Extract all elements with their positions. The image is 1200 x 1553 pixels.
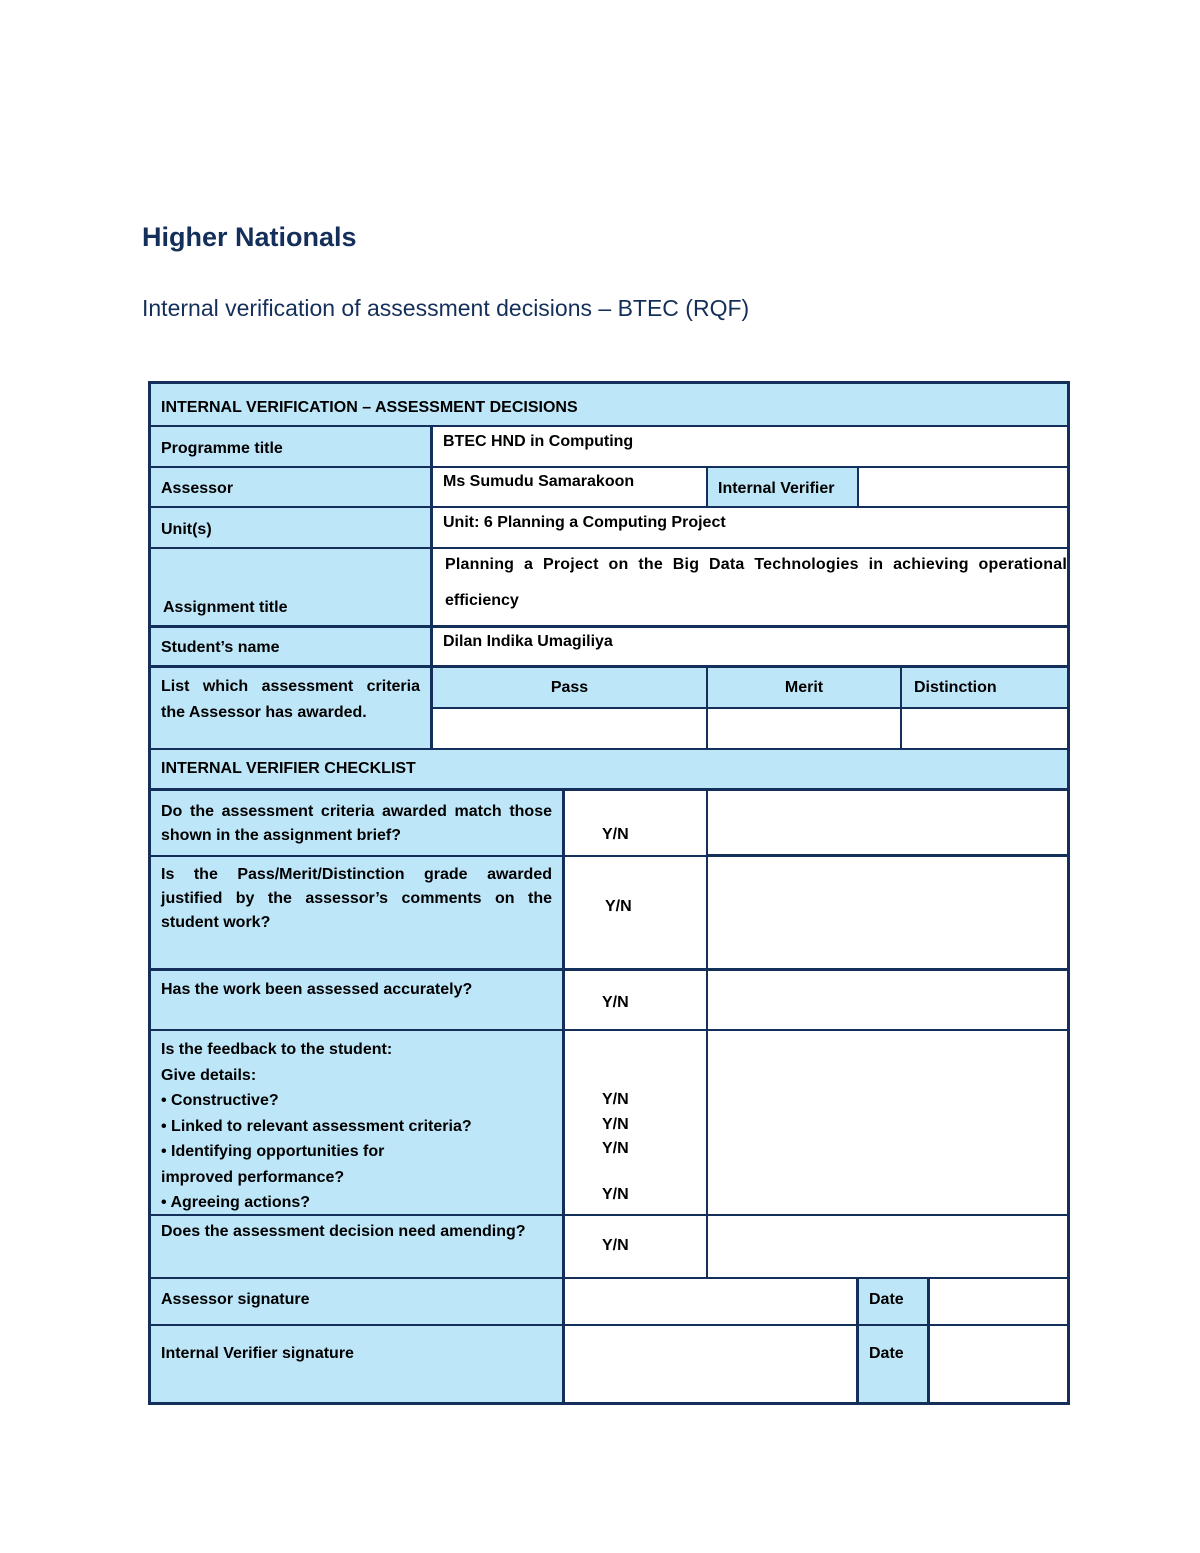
checklist-question [151,791,565,857]
feedback-bullet-opportunities: • Identifying opportunities for improved performance? [161,1143,385,1186]
page-subtitle: Internal verification of assessment decisions – BTEC (RQF) [142,295,750,321]
checklist-question-text: Has the work been assessed accurately? [161,981,473,998]
assignment-title-line1: Planning a Project on the Big Data Technologies in achieving operational [445,556,1067,573]
programme-title-value: BTEC HND in Computing [443,433,634,450]
grade-header-distinction [902,668,1067,709]
programme-title-label-text: Programme title [161,440,283,457]
grade-value-distinction[interactable] [902,709,1067,750]
checklist-answer-text: Y/N [602,826,629,843]
assignment-title-line2: efficiency [445,592,519,609]
checklist-question [151,971,565,1031]
assessor-date-field[interactable] [930,1279,1067,1326]
checklist-question-text: Does the assessment decision need amending? [161,1223,526,1240]
student-name-value: Dilan Indika Umagiliya [443,633,613,650]
iv-date-field[interactable] [930,1326,1067,1402]
section-header-checklist-text: INTERNAL VERIFIER CHECKLIST [161,760,416,777]
grade-header-merit-text: Merit [784,678,824,696]
verification-form [148,381,1070,1405]
iv-date-label [859,1326,930,1402]
assessor-field[interactable] [433,468,708,508]
iv-signature-label-text: Internal Verifier signature [161,1345,354,1362]
grade-header-pass-text: Pass [550,678,589,696]
iv-date-label-text: Date [869,1345,904,1362]
student-name-label [151,628,433,668]
checklist-question-text: Is the feedback to the student: Give details: [161,1041,393,1084]
section-header-checklist [151,750,1067,791]
checklist-question [151,1031,565,1216]
assessor-signature-label-text: Assessor signature [161,1290,310,1308]
checklist-answer-text: Y/N [602,1186,629,1203]
checklist-comment[interactable] [708,791,1067,857]
checklist-question-text: Do the assessment criteria awarded match those shown in the assignment brief? [161,803,552,844]
checklist-question [151,857,565,971]
checklist-answer-text: Y/N [602,1237,629,1254]
checklist-answer-text: Y/N [605,898,632,915]
feedback-bullet-constructive: • Constructive? [161,1092,279,1109]
section-header-decisions [151,384,1067,427]
checklist-question-text: Is the Pass/Merit/Distinction grade awarded justified by the assessor’s comments on the student work? [161,866,552,931]
iv-signature-field[interactable] [565,1326,859,1402]
assessor-signature-label [151,1279,565,1326]
checklist-answer[interactable] [565,971,708,1031]
criteria-label [151,668,433,750]
assessor-date-label-text: Date [869,1290,904,1308]
feedback-bullet-actions: • Agreeing actions? [161,1194,311,1211]
programme-title-label [151,427,433,468]
assessor-value: Ms Sumudu Samarakoon [443,473,635,490]
units-field[interactable] [433,508,1067,549]
grade-header-merit [708,668,902,709]
grade-header-pass [433,668,708,709]
student-name-field[interactable] [433,628,1067,668]
internal-verifier-label [708,468,859,508]
assignment-title-label [151,549,433,628]
checklist-comment[interactable] [708,1216,1067,1279]
units-value: Unit: 6 Planning a Computing Project [443,514,726,531]
units-label-text: Unit(s) [161,521,212,538]
checklist-answer[interactable] [565,857,708,971]
checklist-answer[interactable] [565,1031,708,1216]
checklist-comment[interactable] [708,971,1067,1031]
student-name-label-text: Student’s name [161,639,280,656]
checklist-answer[interactable] [565,1216,708,1279]
internal-verifier-field[interactable] [859,468,1067,508]
assessor-label [151,468,433,508]
section-header-decisions-text: INTERNAL VERIFICATION – ASSESSMENT DECISIONS [161,399,578,416]
checklist-question [151,1216,565,1279]
checklist-answer[interactable] [565,791,708,857]
checklist-comment[interactable] [708,1031,1067,1216]
assessor-label-text: Assessor [161,480,234,497]
feedback-bullet-linked: • Linked to relevant assessment criteria? [161,1117,472,1135]
iv-signature-label [151,1326,565,1402]
assessor-date-label [859,1279,930,1326]
assessor-signature-field[interactable] [565,1279,859,1326]
assignment-title-label-text: Assignment title [163,599,288,616]
programme-title-field[interactable] [433,427,1067,468]
checklist-answer-text: Y/N [602,1091,629,1108]
units-label [151,508,433,549]
checklist-answer-text: Y/N [602,1140,629,1157]
page-title: Higher Nationals [142,222,357,252]
grade-header-distinction-text: Distinction [914,678,997,696]
checklist-comment[interactable] [708,857,1067,971]
assignment-title-field[interactable] [433,549,1067,628]
internal-verifier-label-text: Internal Verifier [718,480,835,497]
grade-value-merit[interactable] [708,709,902,750]
criteria-label-text: List which assessment criteria the Assessor has awarded. [161,678,420,721]
checklist-answer-text: Y/N [602,994,629,1011]
checklist-answer-text: Y/N [602,1116,629,1133]
grade-value-pass[interactable] [433,709,708,750]
